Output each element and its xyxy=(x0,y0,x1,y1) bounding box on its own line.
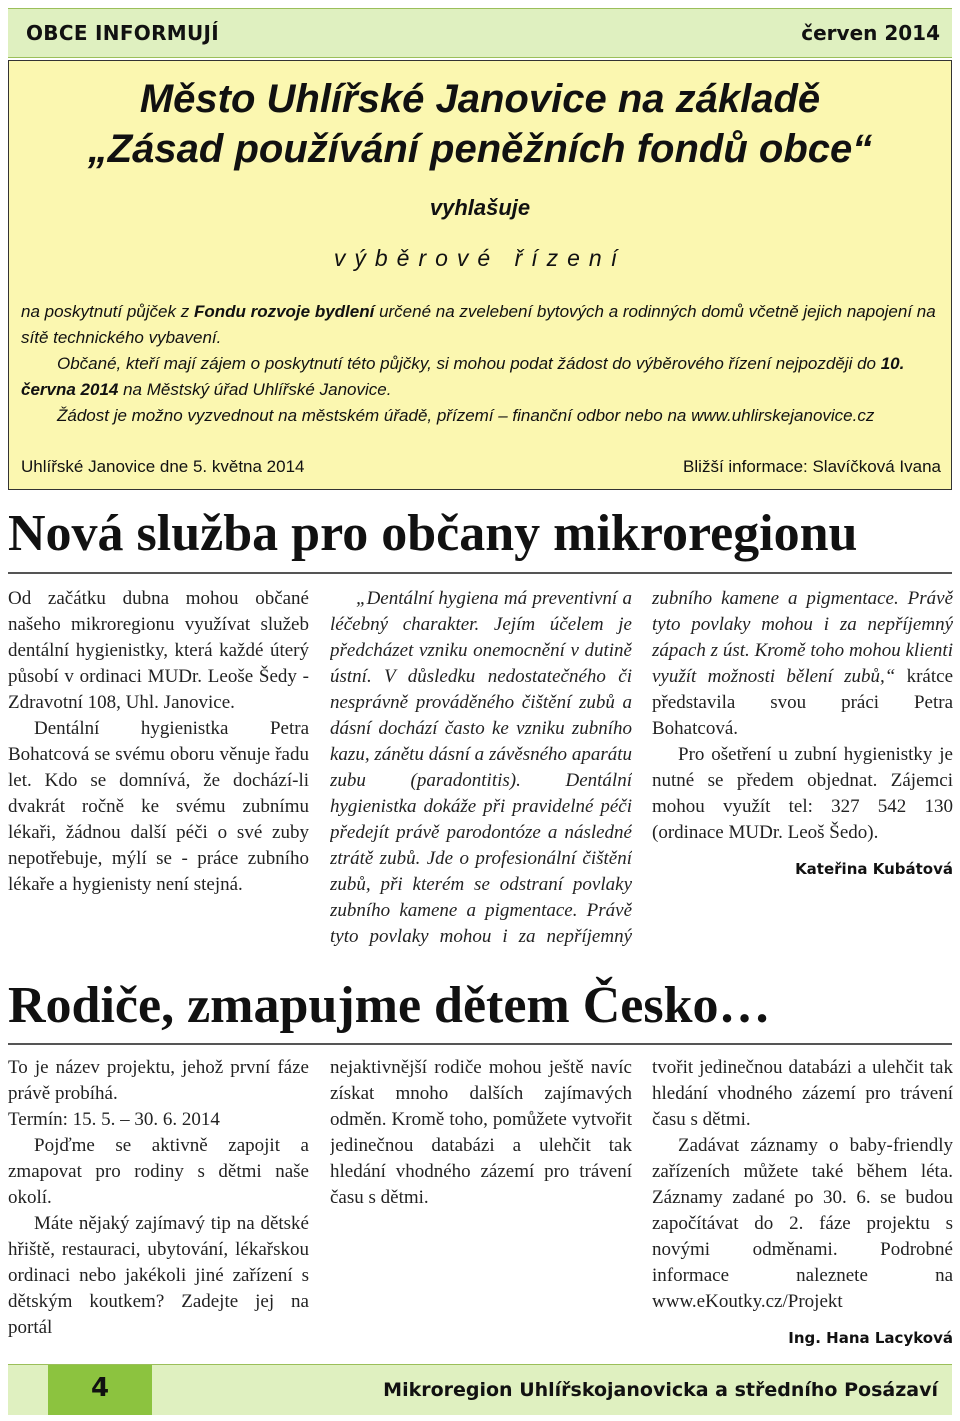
divider xyxy=(8,1043,952,1045)
notice-title-line2: „Zásad používání peněžních fondů obce“ xyxy=(87,127,873,171)
article1-quote-end: zubního kamene a pigmentace. Právě tyto povlaky mohou i za nepříjemný zápach z úst. Kromě toho mohou klienti využít možnosti bělení zubů,“ krátce představila svou práci Petra Bohatcová. xyxy=(652,588,953,739)
tender-notice xyxy=(8,60,952,490)
page-number-box xyxy=(48,1365,152,1415)
article2-column-2 xyxy=(330,1055,632,1343)
article2-paragraph: Zadávat záznamy o baby-friendly zařízeních můžete také během léta. Záznamy zadané po 30. 6. se budou započítávat do 2. fáze projektu s novými odměnami. Podrobné informace naleznete na www.eKoutky.cz/Projekt xyxy=(652,1135,953,1312)
article2-paragraph: nejaktivnější rodiče mohou ještě navíc získat mnoho dalších zajímavých odměn. Kromě toho, pomůžete vytvořit jedinečnou databázi a ulehčit tak hledání vhodného zázemí pro trávení času s dětmi. xyxy=(330,1057,632,1208)
notice-body xyxy=(21,299,941,429)
article2-paragraph: Máte nějaký zajímavý tip na dětské hřiště, restauraci, ubytování, lékařskou ordinaci nebo jakékoli jiné zařízení s dětským koutkem? Zadejte jej na portál xyxy=(8,1213,309,1338)
issue-date: červen 2014 xyxy=(801,21,940,45)
article2-paragraph-end: tvořit jedinečnou databázi a ulehčit tak hledání vhodného zázemí pro trávení času s dětmi. xyxy=(652,1057,953,1130)
section-title: OBCE INFORMUJÍ xyxy=(26,21,220,45)
divider xyxy=(8,572,952,574)
article2-paragraph: To je název projektu, jehož první fáze právě probíhá. xyxy=(8,1057,309,1104)
article2-headline: Rodiče, zmapujme dětem Česko… xyxy=(8,977,771,1034)
page-header xyxy=(8,8,952,58)
article2-column-1 xyxy=(8,1055,309,1341)
article1-column-2 xyxy=(330,586,632,950)
article1-paragraph: Od začátku dubna mohou občané našeho mikroregionu využívat služeb dentální hygienistky, která každé úterý působí v ordinaci MUDr. Leoše Šedy - Zdravotní 108, Uhl. Janovice. xyxy=(8,588,309,713)
notice-tender: výběrové řízení xyxy=(333,245,627,271)
article1-paragraph: Dentální hygienistka Petra Bohatcová se svému oboru věnuje řadu let. Kdo se domnívá, že dochází-li dvakrát ročně ke svému zubnímu lékaři, žádnou další péči o své zuby nepotřebuje, mýlí se - práce zubního lékaře a hygienisty není stejná. xyxy=(8,718,309,895)
article2-term: Termín: 15. 5. – 30. 6. 2014 xyxy=(8,1109,220,1130)
page-footer xyxy=(8,1364,952,1415)
article1-headline: Nová služba pro občany mikroregionu xyxy=(8,505,858,562)
publication-name: Mikroregion Uhlířskojanovicka a středního Posázaví xyxy=(383,1379,938,1401)
page-number: 4 xyxy=(90,1373,110,1403)
article1-quote: „Dentální hygiena má preventivní a léčebný charakter. Jejím účelem je předcházet vzniku onemocnění v dutině ústní. V důsledku nedostatečného či nesprávně prováděného čištění zubů a dásní dochází často ke vzniku zubního kazu, zánětu dásní a závěsného aparátu zubu (paradontitis). Dentální hygienistka dokáže při pravidelné péči předejít právě parodontóze a následné ztrátě zubů. Jde o profesionální čištění zubů, při kterém se odstraní povlaky zubního kamene a pigmentace. Právě tyto povlaky mohou i za nepříjemný xyxy=(330,588,632,947)
notice-title-line1: Město Uhlířské Janovice na základě xyxy=(139,77,821,121)
article2-paragraph: Pojďme se aktivně zapojit a zmapovat pro rodiny s dětmi naše okolí. xyxy=(8,1135,309,1208)
notice-contact: Bližší informace: Slavíčková Ivana xyxy=(683,457,941,476)
article1-column-1 xyxy=(8,586,309,898)
article1-paragraph: Pro ošetření u zubní hygienistky je nutné se předem objednat. Zájemci mohou využít tel: 327 542 130 (ordinace MUDr. Leoš Šedo). xyxy=(652,744,953,843)
notice-paragraph: Občané, kteří mají zájem o poskytnutí této půjčky, si mohou podat žádost do výběrového řízení nejpozději do 10. června 2014 na Městský úřad Uhlířské Janovice. xyxy=(21,354,905,399)
article1-author: Kateřina Kubátová xyxy=(795,860,953,878)
notice-paragraph: na poskytnutí půjček z Fondu rozvoje bydlení určené na zvelebení bytových a rodinných domů včetně jejich napojení na sítě technického vybavení. xyxy=(21,302,936,347)
notice-place-date: Uhlířské Janovice dne 5. května 2014 xyxy=(21,457,305,476)
notice-announces: vyhlašuje xyxy=(429,195,531,220)
article1-column-3 xyxy=(652,586,953,882)
article2-author: Ing. Hana Lacyková xyxy=(788,1329,953,1347)
article2-column-3 xyxy=(652,1055,953,1351)
notice-paragraph: Žádost je možno vyzvednout na městském úřadě, přízemí – finanční odbor nebo na www.uhlirskejanovice.cz xyxy=(57,406,875,425)
